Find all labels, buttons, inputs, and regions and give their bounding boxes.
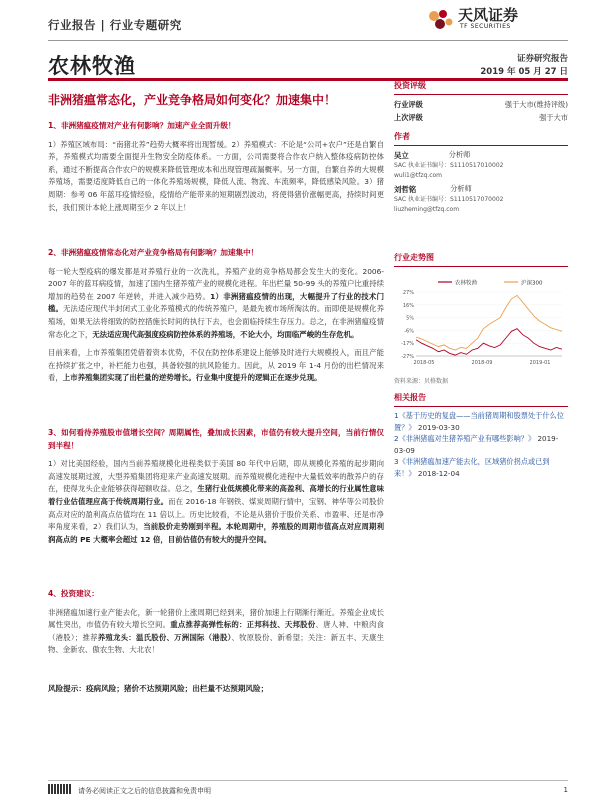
series-line: [416, 329, 562, 355]
section-body: 目前来看，上市养殖集团凭借着资本优势，不仅在防控体系建设上能够及时进行大规模投入，而且产能在持续扩张之中，补栏能力也强，具备较强的抗风险能力。因此，从 2019 年 1-4 月份的出栏情况来看，上市养殖集团实现了出栏量的逆势增长。行业集中度提升的逻辑正在逐步兑现。: [48, 348, 384, 383]
risk-warning: 风险提示：疫病风险；猪价不达预期风险；出栏量不达预期风险；: [48, 684, 269, 693]
rating-title: 投资评级: [394, 80, 568, 95]
y-tick-label: -17%: [401, 341, 414, 348]
analyst: [394, 150, 568, 180]
analyst-role: 分析师: [448, 150, 471, 159]
section-body: 每一轮大型疫病的爆发都是对养殖行业的一次洗礼，养殖产业的竞争格局都会发生大的变化。2006-2007 年的蓝耳病疫情，加速了国内生猪养殖产业的规模化进程。年出栏量 50-99 头的养殖户比重持续增加的趋势在 2007 年逆转，并进入减少趋势。1）非洲猪瘟疫情的出现，大幅提升了行业的技术门槛。无法适应现代半封闭式工业化养殖模式的传统养殖户，是最先被市场所淘汰的。而即使是规模化养殖场，如果无法将细致的防控措施长时间的执行下去，也会面临持续生存压力。总之，在非洲猪瘟疫情常态化之下，无法适应现代高强度疫病防控体系的养殖场，不论大小，均面临严峻的生存危机。: [48, 266, 384, 339]
related-title: 相关报告: [394, 392, 568, 407]
section-1: [48, 120, 384, 214]
section-3: [48, 427, 384, 546]
legend-label: 沪深300: [521, 280, 543, 287]
y-tick-label: 5%: [406, 315, 414, 322]
section-heading: 1、非洲猪瘟疫情对产业有何影响？加速产业全面升级！: [48, 121, 236, 130]
analyst: [394, 184, 568, 214]
page-number: 1: [563, 786, 568, 794]
brand-name-en: TF SECURITIES: [460, 23, 511, 30]
y-tick-label: -27%: [401, 354, 414, 360]
barcode-icon: [48, 784, 72, 794]
report-date: 2019 年 05 月 27 日: [480, 67, 568, 77]
report-type: 行业报告 | 行业专题研究: [48, 18, 182, 32]
related-report[interactable]: 1《基于历史的复盘——当前猪周期和股票处于什么位置？》 2019-03-30: [394, 411, 564, 432]
header-divider: [48, 40, 568, 41]
report-kind: 证券研究报告: [516, 54, 568, 64]
section-heading: 2、非洲猪瘟疫情常态化对产业竞争格局有何影响？加速集中！: [48, 248, 259, 257]
analysts-box: [394, 131, 568, 214]
rating-box: [394, 80, 568, 124]
analysts-title: 作者: [394, 131, 568, 146]
section-2: [48, 247, 384, 385]
footer-divider: [48, 780, 568, 781]
section-heading: 3、如何看待养殖股市值增长空间？周期属性，叠加成长因素，市值仍有较大提升空间，当前行情仅到半程！: [48, 428, 384, 450]
related-report[interactable]: 3《非洲猪瘟加速产能去化，区域猪价拐点或已到来！》 2018-12-04: [394, 457, 550, 478]
related-report[interactable]: 2《非洲猪瘟对生猪养殖产业有哪些影响？》 2019-03-09: [394, 434, 559, 455]
y-tick-label: 27%: [402, 290, 414, 296]
prev-rating-label: 上次评级: [394, 113, 423, 122]
y-tick-label: -6%: [404, 328, 414, 335]
section-body: 非洲猪瘟加速行业产能去化，新一轮猪价上涨周期已经到来，猪价加速上行期渐行渐近。养殖企业成长属性突出，市值仍有较大增长空间。重点推荐高弹性标的：正邦科技、天邦股份、唐人神、中粮肉食（港股）；推荐养殖龙头：温氏股份、万洲国际（港股）、牧原股份、新希望；关注：新五丰、天康生物、金新农、傲农生物、大北农！: [48, 607, 384, 655]
chart-source: 资料来源：贝格数据: [394, 378, 449, 385]
x-tick-label: 2018-05: [413, 360, 435, 366]
x-tick-label: 2019-01: [529, 360, 551, 366]
x-tick-label: 2018-09: [471, 360, 493, 366]
footer-disclaimer: 请务必阅读正文之后的信息披露和免责申明: [78, 787, 211, 795]
section-body: 1）对比美国经验，国内当前养殖规模化进程类似于美国 80 年代中后期，即从规模化养殖的起步期向高速发展期过渡，大型养殖集团将迎来产业高速发展期。而养殖规模化进程中大量低效率的散养户的存在，使得龙头企业能够获得超额收益。总之，生猪行业低规模化带来的高盈利、高增长的行业属性意味着行业估值理应高于传统周期行业。而在 2016-18 年钢铁、煤炭周期行情中，宝钢、神华等公司股价高点对应的盈利高点估值均在 11 倍以上。历史比较看，不论是从猪价于股价关系、市盈率、还是市净率角度来看，2）我们认为，当前股价走势刚到半程。本轮周期中，养殖股的周期市值高点对应周期利润高点的 PE 大概率会超过 12 倍，目前估值仍有较大的提升空间。: [48, 459, 384, 544]
section-heading: 4、投资建议：: [48, 589, 99, 598]
industry-trend-chart: [394, 276, 568, 372]
industry-title: 农林牧渔: [48, 54, 136, 78]
headline: 非洲猪瘟常态化，产业竞争格局如何变化？加速集中！: [48, 93, 337, 107]
analyst-cert: SAC 执业证书编号：S1110517070002: [394, 196, 504, 203]
rating-value: 强于大市(维持评级): [504, 100, 568, 109]
rating-label: 行业评级: [394, 100, 423, 109]
analyst-email[interactable]: wuli1@tfzq.com: [394, 171, 443, 179]
chart-title-box: [394, 252, 568, 267]
brand-name: 天风证券: [458, 6, 519, 24]
y-tick-label: 16%: [402, 302, 414, 309]
chart-title: 行业走势图: [394, 252, 568, 267]
section-body: 1）养殖区域布局：“南猪北养”趋势大概率将出现暂缓。2）养殖模式：不论是“公司+农户”还是自繁自养，养殖模式均需要全面提升生物安全防疫体系。一方面，公司需要将合作农户纳入整体疫病防控体系，通过不断提高合作农户的规模来降低管理成本和出现管理疏漏概率。另一方面，自繁自养的大规模养殖场，需要适度降低自己的一体化养殖场规模，降低人流、物流、车流频率，降低感染风险。3）猪周期：参考 06 年蓝耳疫情经验，疫情给产能带来的短期剧烈波动，将使得猪价涨幅更高，持续时间更长，我们预计本轮上涨周期至少 2 年以上！: [48, 139, 384, 212]
analyst-role: 分析师: [450, 184, 472, 193]
legend-label: 农林牧渔: [455, 280, 478, 287]
analyst-name: 吴立: [394, 151, 409, 160]
analyst-email[interactable]: liuzheming@tfzq.com: [394, 205, 460, 213]
section-4: [48, 588, 384, 657]
prev-rating-value: 强于大市: [539, 113, 568, 122]
analyst-name: 刘哲铭: [394, 185, 417, 194]
analyst-cert: SAC 执业证书编号：S1110517010002: [394, 162, 504, 169]
logo-mark-icon: [429, 10, 453, 29]
series-line: [416, 295, 562, 350]
related-box: [394, 392, 568, 480]
